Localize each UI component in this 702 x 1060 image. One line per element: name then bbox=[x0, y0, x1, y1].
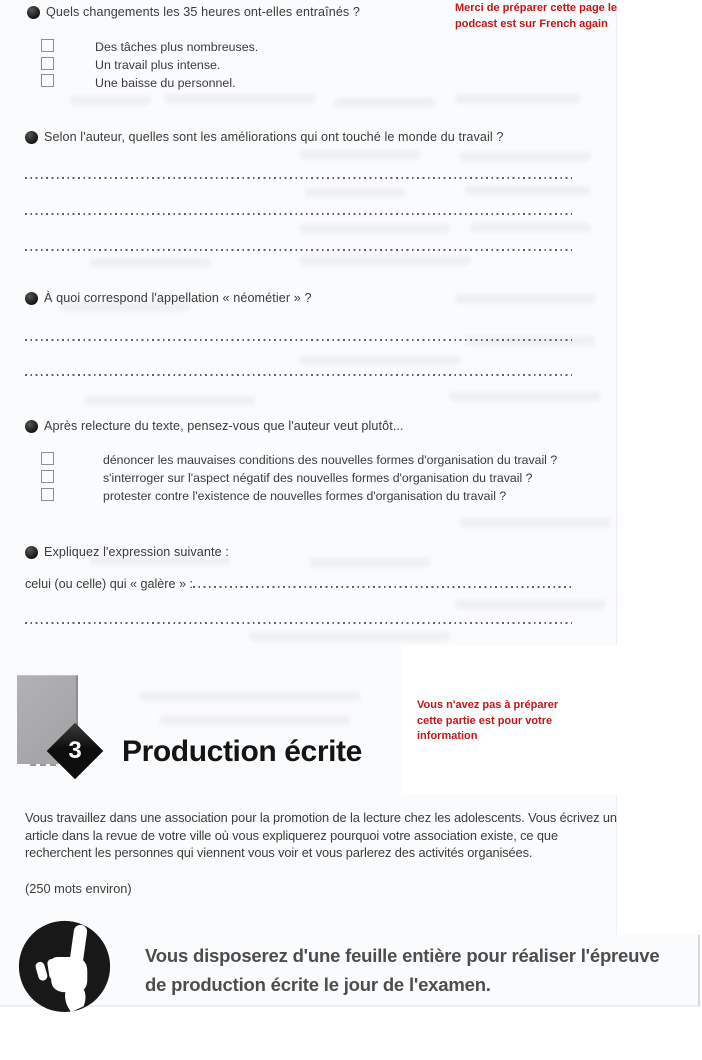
exam-note bbox=[145, 941, 690, 999]
question-4-label: Après relecture du texte, pensez-vous que l'auteur veut plutôt... bbox=[44, 419, 404, 433]
checkbox-q4-option-3-label: protester contre l'existence de nouvelles formes d'organisation du travail ? bbox=[103, 489, 507, 503]
expression-prompt-line bbox=[25, 577, 572, 591]
answer-line[interactable] bbox=[25, 213, 572, 215]
question-1-label: Quels changements les 35 heures ont-elles entraînés ? bbox=[46, 5, 361, 19]
answer-line[interactable] bbox=[25, 374, 572, 376]
question-2-label: Selon l'auteur, quelles sont les améliorations qui ont touché le monde du travail ? bbox=[44, 130, 504, 144]
answer-line[interactable] bbox=[193, 586, 572, 588]
section-number-diamond bbox=[47, 723, 104, 780]
checkbox-q1-option-3[interactable] bbox=[41, 74, 54, 87]
checkbox-q1-option-2-label: Un travail plus intense. bbox=[95, 58, 221, 72]
question-bullet-icon bbox=[25, 292, 38, 305]
task-word-count: (250 mots environ) bbox=[25, 881, 132, 896]
checkbox-q4-option-1[interactable] bbox=[41, 452, 54, 465]
annotation-top-line-1: Merci de préparer cette page le bbox=[455, 2, 618, 14]
expression-prompt: celui (ou celle) qui « galère » : bbox=[25, 577, 194, 591]
question-5 bbox=[25, 545, 229, 559]
question-4 bbox=[25, 419, 404, 433]
task-paragraph: Vous travaillez dans une association pour la promotion de la lecture chez les adolescents. Vous écrivez un article dans la revue de votre ville où vous expliquerez pourquoi votre association existe, ce que recherchent les personnes qui viennent vous voir et vous parlerez des activités organisées. bbox=[25, 810, 617, 861]
checkbox-q4-option-1-label: dénoncer les mauvaises conditions des nouvelles formes d'organisation du travail ? bbox=[103, 453, 558, 467]
answer-line[interactable] bbox=[25, 339, 572, 341]
answer-line[interactable] bbox=[25, 622, 572, 624]
answer-line[interactable] bbox=[25, 177, 572, 179]
checkbox-q4-option-2[interactable] bbox=[41, 470, 54, 483]
pointing-hand-icon bbox=[17, 918, 112, 1013]
exam-note-line-2: de production écrite le jour de l'examen. bbox=[145, 974, 491, 995]
checkbox-q1-option-2[interactable] bbox=[41, 57, 54, 70]
annotation-top bbox=[455, 1, 617, 32]
annotation-middle-line-3: information bbox=[417, 730, 478, 742]
checkbox-q4-option-3[interactable] bbox=[41, 488, 54, 501]
question-5-label: Expliquez l'expression suivante : bbox=[44, 545, 229, 559]
question-bullet-icon bbox=[25, 546, 38, 559]
section-title: Production écrite bbox=[122, 735, 362, 768]
question-3 bbox=[25, 291, 312, 305]
section-number: 3 bbox=[68, 737, 82, 764]
question-1 bbox=[27, 5, 360, 19]
answer-line[interactable] bbox=[25, 249, 572, 251]
question-bullet-icon bbox=[27, 6, 40, 19]
checkbox-q4-option-2-label: s'interroger sur l'aspect négatif des nouvelles formes d'organisation du travail ? bbox=[103, 471, 533, 485]
checkbox-q1-option-1[interactable] bbox=[41, 39, 54, 52]
question-3-label: À quoi correspond l'appellation « néométier » ? bbox=[44, 291, 312, 305]
question-2 bbox=[25, 130, 503, 144]
annotation-top-line-2: podcast est sur French again bbox=[455, 17, 608, 30]
scan-artifact-dashes bbox=[30, 764, 56, 766]
checkbox-q1-option-1-label: Des tâches plus nombreuses. bbox=[95, 40, 259, 54]
question-bullet-icon bbox=[25, 420, 38, 433]
question-bullet-icon bbox=[25, 131, 38, 144]
annotation-middle-line-1: Vous n'avez pas à préparer bbox=[417, 699, 559, 711]
annotation-middle-line-2: cette partie est pour votre bbox=[417, 714, 553, 727]
checkbox-q1-option-3-label: Une baisse du personnel. bbox=[95, 76, 236, 90]
annotation-middle bbox=[417, 698, 558, 745]
exam-note-line-1: Vous disposerez d'une feuille entière pour réaliser l'épreuve bbox=[145, 945, 660, 966]
